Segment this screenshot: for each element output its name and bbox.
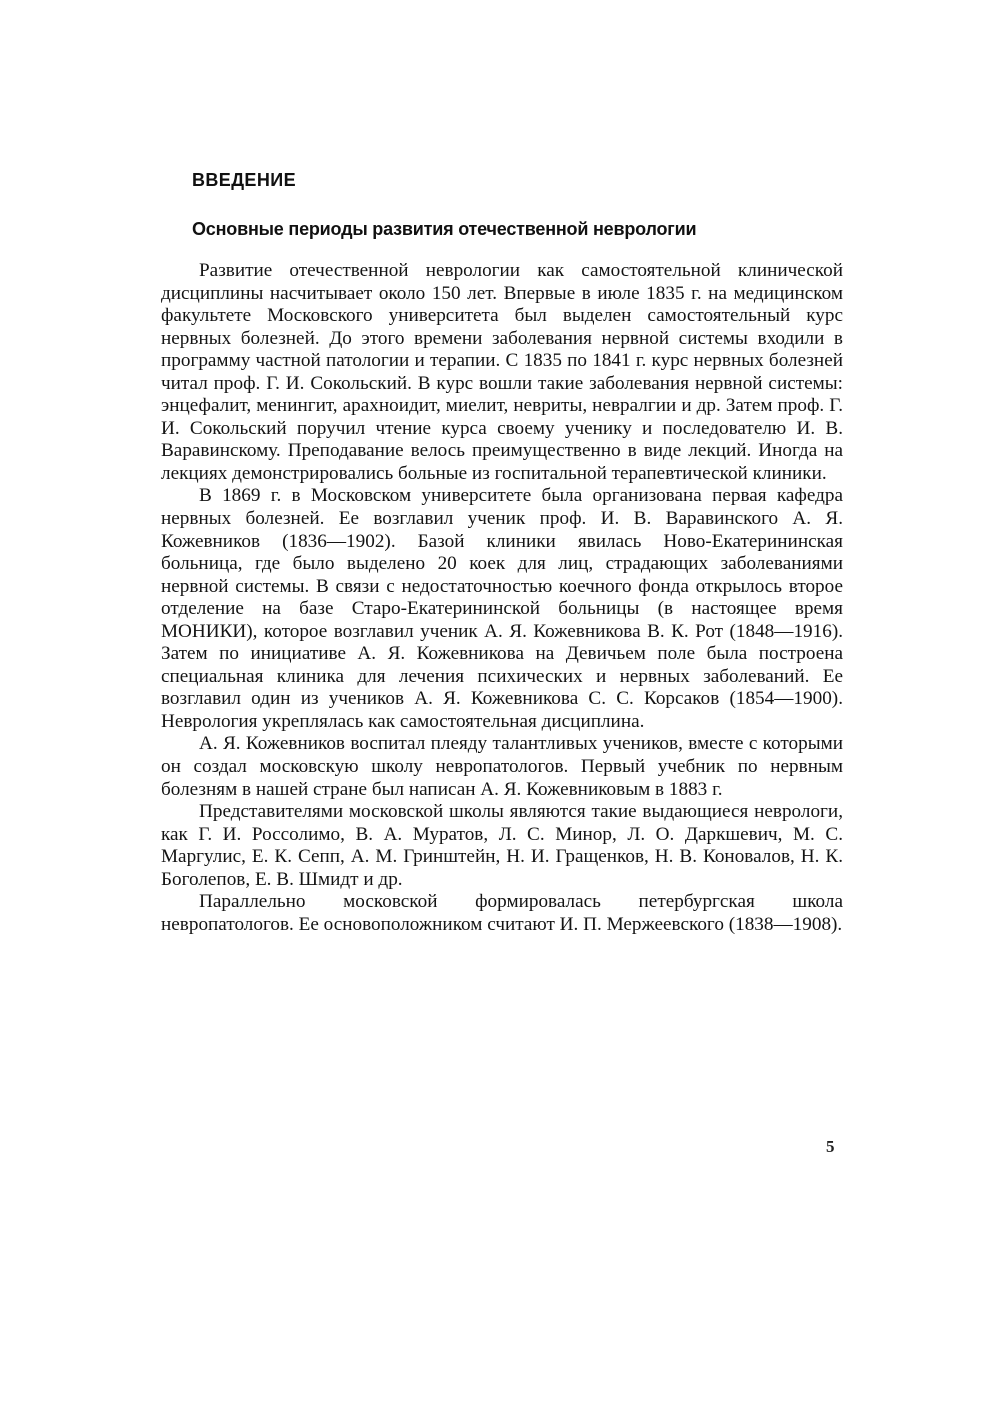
paragraph: А. Я. Кожевников воспитал плеяду талантливых учеников, вместе с которыми он создал московскую школу невропатологов. Первый учебник по нервным болезням в нашей стране был написан А. Я. Кожевниковым в 1883 г. [161,733,843,800]
paragraph: В 1869 г. в Московском университете была организована первая кафедра нервных болезней. Ее возглавил ученик проф. И. В. Варавинского А. Я. Кожевников (1836—1902). Базой клиники явилась Ново-Екатерининская больница, где было выделено 20 коек для лиц, страдающих заболеваниями нервной системы. В связи с недостаточностью коечного фонда открылось второе отделение на базе Старо-Екатерининской больницы (в настоящее время МОНИКИ), которое возглавил ученик А. Я. Кожевникова В. К. Рот (1848—1916). Затем по инициативе А. Я. Кожевникова на Девичьем поле была построена специальная клиника для лечения психических и нервных заболеваний. Ее возглавил один из учеников А. Я. Кожевникова С. С. Корсаков (1854—1900). Неврология укреплялась как самостоятельная дисциплина. [161,485,843,732]
paragraph: Параллельно московской формировалась петербургская школа невропатологов. Ее основоположником считают И. П. Мержеевского (1838—1908). [161,891,843,935]
page-number: 5 [826,1137,835,1156]
section-title: Основные периоды развития отечественной неврологии [192,219,697,239]
body-text [161,260,843,936]
paragraph: Развитие отечественной неврологии как самостоятельной клинической дисциплины насчитывает около 150 лет. Впервые в июле 1835 г. на медицинском факультете Московского университета был выделен самостоятельный курс нервных болезней. До этого времени заболевания нервной системы входили в программу частной патологии и терапии. С 1835 по 1841 г. курс нервных болезней читал проф. Г. И. Сокольский. В курс вошли такие заболевания нервной системы: энцефалит, менингит, арахноидит, миелит, невриты, невралгии и др. Затем проф. Г. И. Сокольский поручил чтение курса своему ученику и последователю И. В. Варавинскому. Преподавание велось преимущественно в виде лекций. Иногда на лекциях демонстрировались больные из госпитальной терапевтической клиники. [161,260,843,484]
paragraph: Представителями московской школы являются такие выдающиеся неврологи, как Г. И. Россолимо, В. А. Муратов, Л. С. Минор, Л. О. Даркшевич, М. С. Маргулис, Е. К. Сепп, А. М. Гринштейн, Н. И. Гращенков, Н. В. Коновалов, Н. К. Боголепов, Е. В. Шмидт и др. [161,801,843,890]
chapter-title: ВВЕДЕНИЕ [192,170,296,190]
